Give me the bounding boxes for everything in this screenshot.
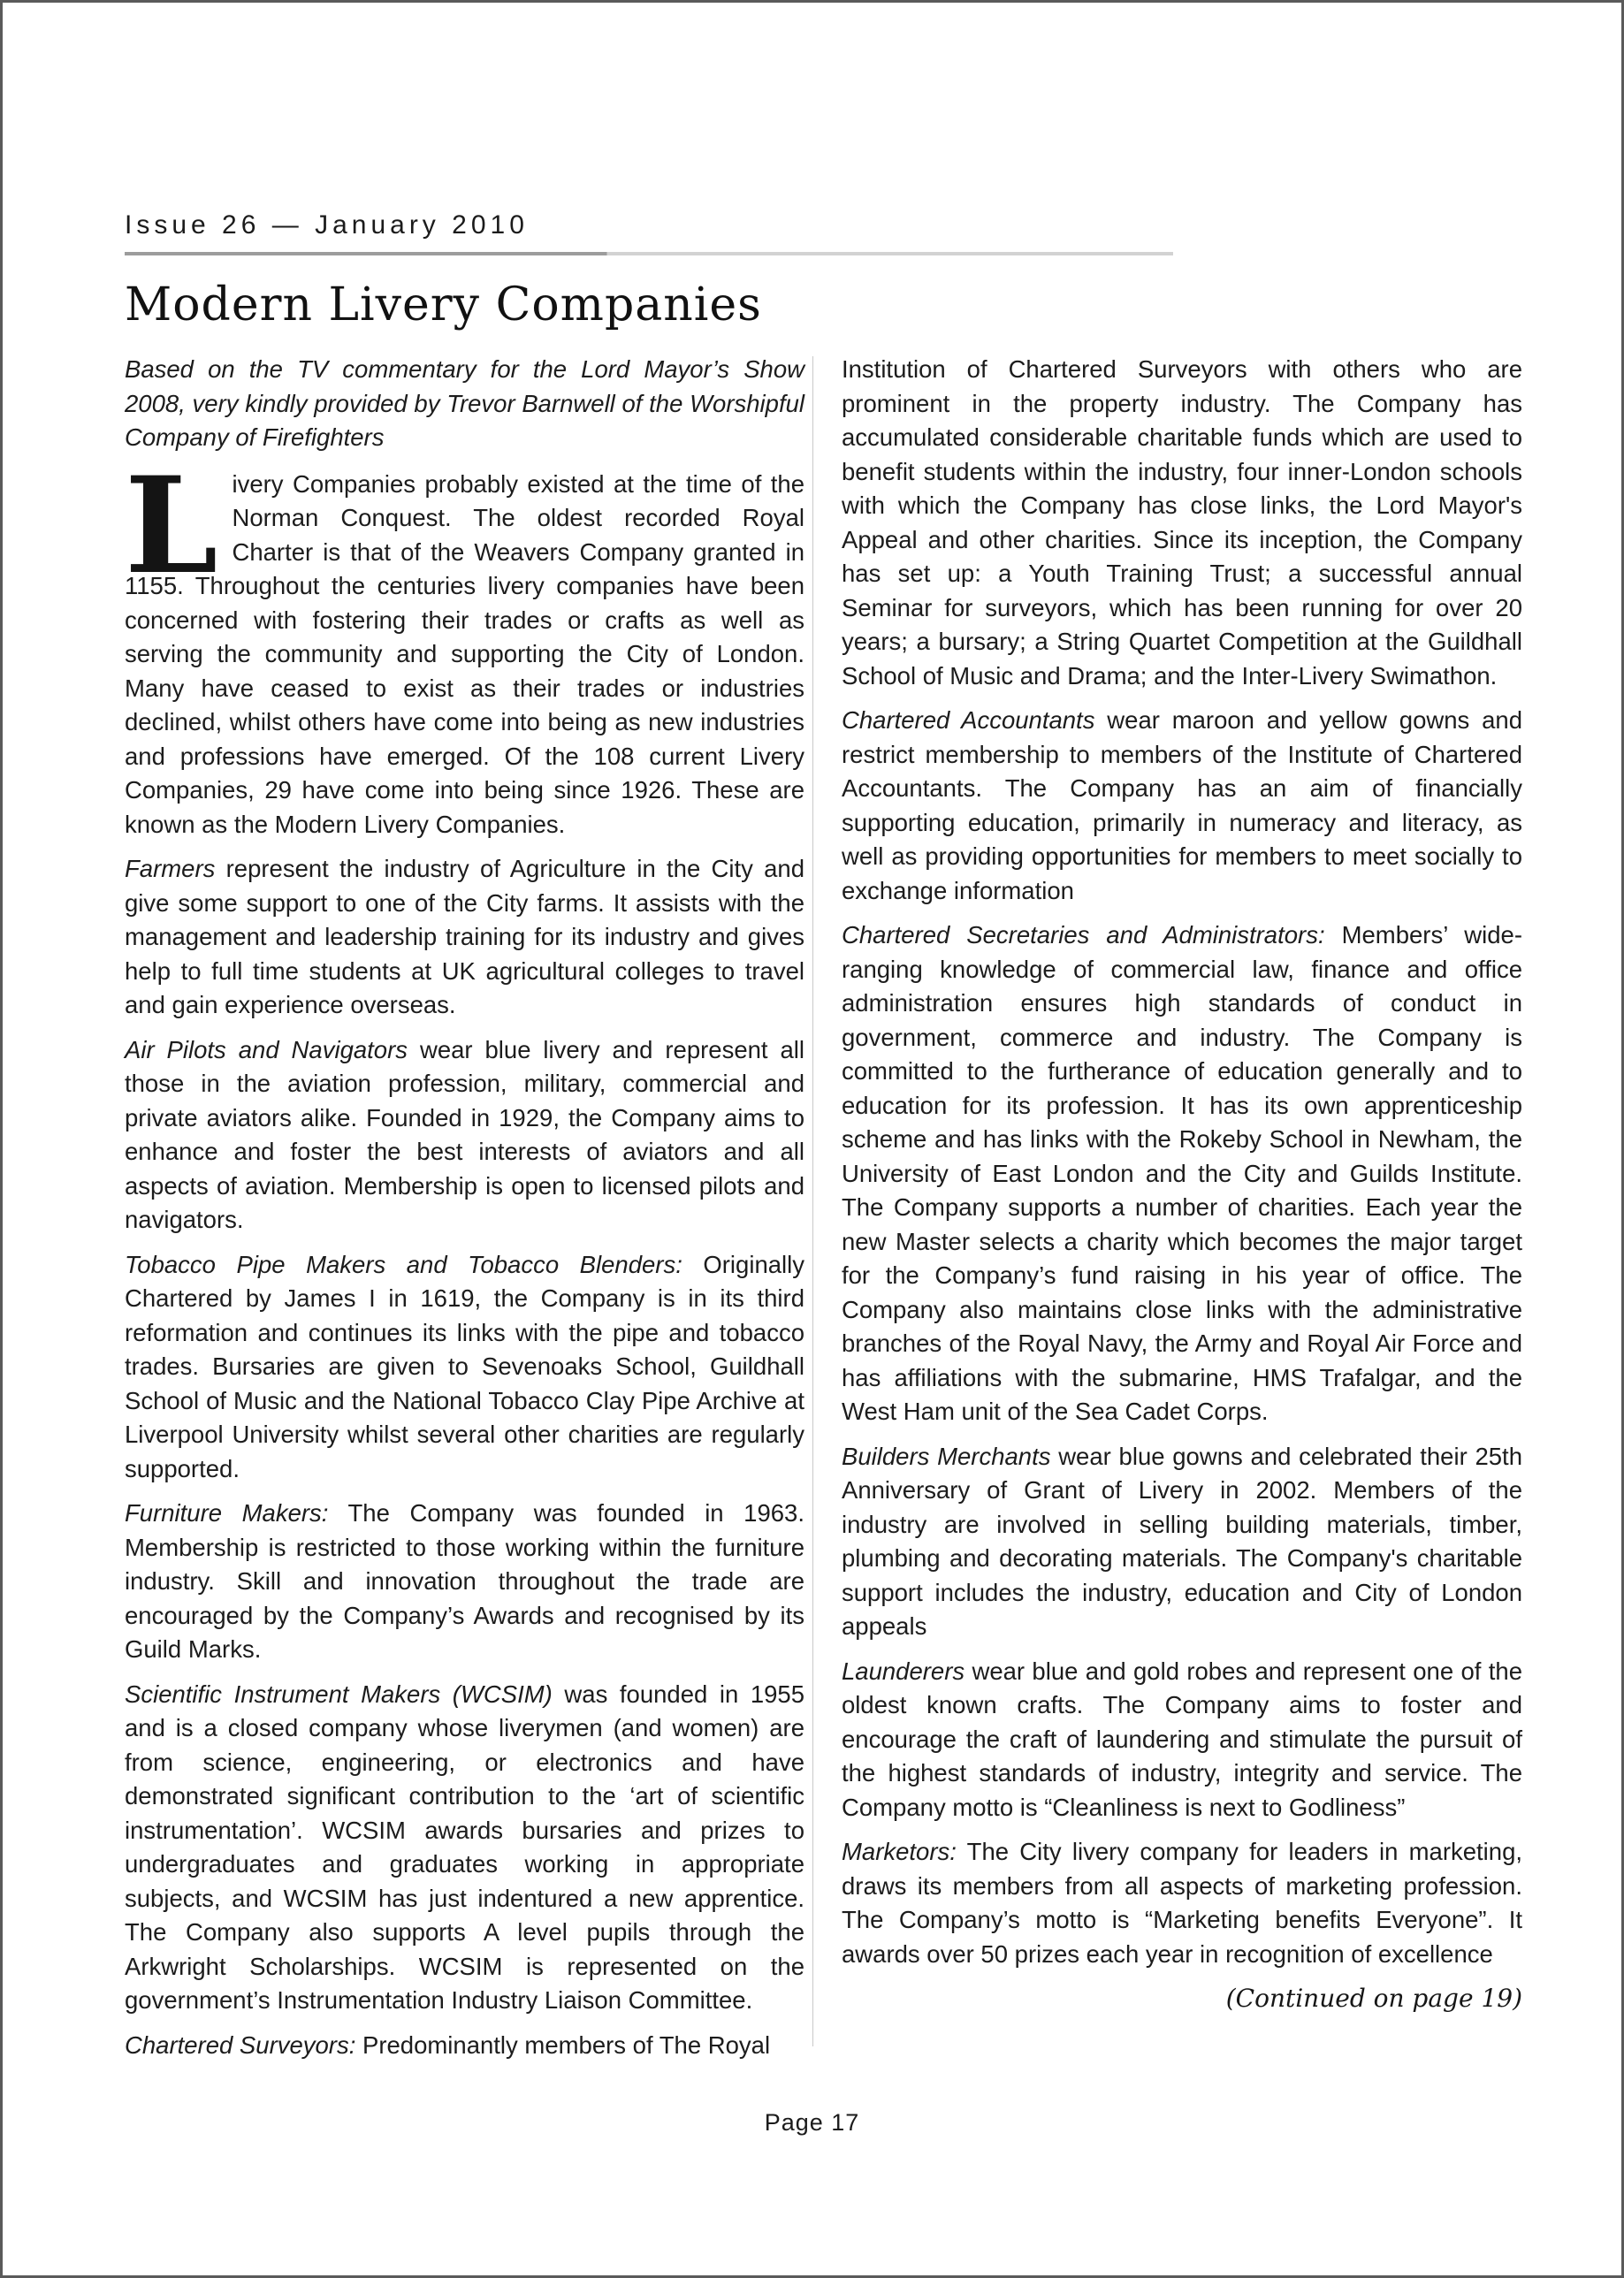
- paragraph-text: wear blue livery and represent all those in the aviation profession, military, commercial and private aviators alike. Founded in 1929, the Company aims to enhance and foster the best interests of aviators and all aspects of aviation. Membership is open to licensed pilots and navigators.: [125, 1035, 805, 1233]
- paragraph-lead: Farmers: [125, 855, 216, 882]
- page-title: Modern Livery Companies: [125, 278, 762, 331]
- paragraph-lead: Tobacco Pipe Makers and Tobacco Blenders:: [125, 1250, 682, 1278]
- paragraph-lead: Furniture Makers:: [125, 1499, 329, 1527]
- paragraph-text: Institution of Chartered Surveyors with others who are prominent in the property industry. The Company has accumulated considerable charitable funds which are used to benefit students within the industry, four inner-London schools with which the Company has close links, the Lord Mayor's Appeal and other charities. Since its inception, the Company has set up: a Youth Training Trust; a successful annual Seminar for surveyors, which has been running for over 20 years; a bursary; a String Quartet Competition at the Guildhall School of Music and Drama; and the Inter-Livery Swimathon.: [842, 355, 1522, 689]
- paragraph-text: wear blue gowns and celebrated their 25th Anniversary of Grant of Livery in 2002. Members of the industry are involved in selling building materials, timber, plumbing and decorating materials. The Company's charitable support includes the industry, education and City of London appeals: [842, 1442, 1522, 1640]
- paragraph-text: Predominantly members of The Royal: [355, 2030, 771, 2059]
- paragraph-lead: Builders Merchants: [842, 1442, 1051, 1470]
- right-column: [842, 353, 1522, 2073]
- intro-note: Based on the TV commentary for the Lord Mayor’s Show 2008, very kindly provided by Trevor Barnwell of the Worshipful Company of Firefighters: [125, 355, 804, 451]
- paragraph-marketors: [842, 1835, 1522, 1971]
- paragraph-air-pilots: [125, 1033, 804, 1238]
- page-number: Page 17: [764, 2109, 860, 2136]
- lead-paragraph: [125, 447, 804, 842]
- paragraph-lead: Air Pilots and Navigators: [125, 1035, 408, 1063]
- paragraph-chartered-accountants: [842, 704, 1522, 908]
- column-divider: [812, 356, 813, 2046]
- header-rule: [125, 252, 1173, 255]
- paragraph-lead: Launderers: [842, 1657, 965, 1685]
- paragraph-farmers: [125, 852, 804, 1023]
- paragraph-lead: Scientific Instrument Makers (WCSIM): [125, 1680, 553, 1708]
- two-column-body: [125, 353, 1522, 2073]
- paragraph-text: The Company was founded in 1963. Membership is restricted to those working within the furniture industry. Skill and innovation throughout the trade are encouraged by the Company’s Awards and recognised by its Guild Marks.: [125, 1499, 804, 1663]
- paragraph-builders-merchants: [842, 1440, 1522, 1644]
- paragraph-scientific-instrument-makers: [125, 1678, 804, 2018]
- paragraph-lead: Chartered Surveyors:: [125, 2030, 356, 2059]
- paragraph-tobacco-pipe-makers: [125, 1248, 804, 1487]
- paragraph-text: Originally Chartered by James I in 1619, the Company is in its third reformation and continues its links with the pipe and tobacco trades. Bursaries are given to Sevenoaks School, Guildhall School of Music and the National Tobacco Clay Pipe Archive at Liverpool University whilst several other charities are regularly supported.: [125, 1250, 804, 1482]
- left-column: [125, 353, 804, 2073]
- paragraph-text: was founded in 1955 and is a closed company whose liverymen (and women) are from science, engineering, or electronics and have demonstrated significant contribution to the ‘art of scientific instrumentation’. WCSIM awards bursaries and prizes to undergraduates and graduates working in appropriate subjects, and WCSIM has just indentured a new apprentice. The Company also supports A level pupils through the Arkwright Scholarships. WCSIM is represented on the government’s Instrumentation Industry Liaison Committee.: [125, 1680, 805, 2014]
- paragraph-text: The City livery company for leaders in marketing, draws its members from all aspects of marketing profession. The Company’s motto is “Marketing benefits Everyone”. It awards over 50 prizes each year in recognition of excellence: [842, 1838, 1522, 1968]
- paragraph-text: wear maroon and yellow gowns and restrict membership to members of the Institute of Chartered Accountants. The Company has an aim of financially supporting education, primarily in numeracy and literacy, as well as providing opportunities for members to meet socially to exchange information: [842, 706, 1522, 904]
- continued-note: (Continued on page 19): [1225, 1984, 1522, 2013]
- paragraph-lead: Marketors:: [842, 1838, 957, 1865]
- paragraph-launderers: [842, 1655, 1522, 1825]
- paragraph-text: Members’ wide-ranging knowledge of commercial law, finance and office administration ensures high standards of conduct in government, commerce and industry. The Company is committed to the furtherance of education generally and to education for its profession. It has its own apprenticeship scheme and has links with the Rokeby School in Newham, the University of East London and the City and Guilds Institute. The Company supports a number of charities. Each year the new Master selects a charity which becomes the major target for the Company’s fund raising in his year of office. The Company also maintains close links with the administrative branches of the Royal Navy, the Army and Royal Air Force and has affiliations with the submarine, HMS Trafalgar, and the West Ham unit of the Sea Cadet Corps.: [842, 921, 1522, 1425]
- drop-cap: L: [125, 447, 218, 604]
- paragraph-chartered-surveyors: [125, 2029, 804, 2063]
- paragraph-lead: Chartered Accountants: [842, 706, 1095, 734]
- page-content: [3, 3, 1621, 2073]
- paragraph-lead: Chartered Secretaries and Administrators:: [842, 921, 1325, 949]
- paragraph-furniture-makers: [125, 1497, 804, 1667]
- paragraph-text: represent the industry of Agriculture in the City and give some support to one of the City farms. It assists with the management and leadership training for its industry and gives help to full time students at UK agricultural colleges to travel and gain experience overseas.: [125, 855, 804, 1018]
- lead-paragraph-text: ivery Companies probably existed at the time of the Norman Conquest. The oldest recorded Royal Charter is that of the Weavers Company granted in 1155. Throughout the centuries livery companies have been concerned with fostering their trades or crafts as well as serving the community and supporting the City of London. Many have ceased to exist as their trades or industries declined, whilst others have come into being as new industries and professions have emerged. Of the 108 current Livery Companies, 29 have come into being since 1926. These are known as the Modern Livery Companies.: [125, 469, 804, 838]
- paragraph-chartered-surveyors-continued: [842, 353, 1522, 693]
- paragraph-text: wear blue and gold robes and represent one of the oldest known crafts. The Company aims to foster and encourage the craft of laundering and stimulate the pursuit of the highest standards of industry, integrity and service. The Company motto is “Cleanliness is next to Godliness”: [842, 1657, 1522, 1821]
- paragraph-chartered-secretaries: [842, 918, 1522, 1429]
- issue-line: Issue 26 — January 2010: [125, 210, 529, 240]
